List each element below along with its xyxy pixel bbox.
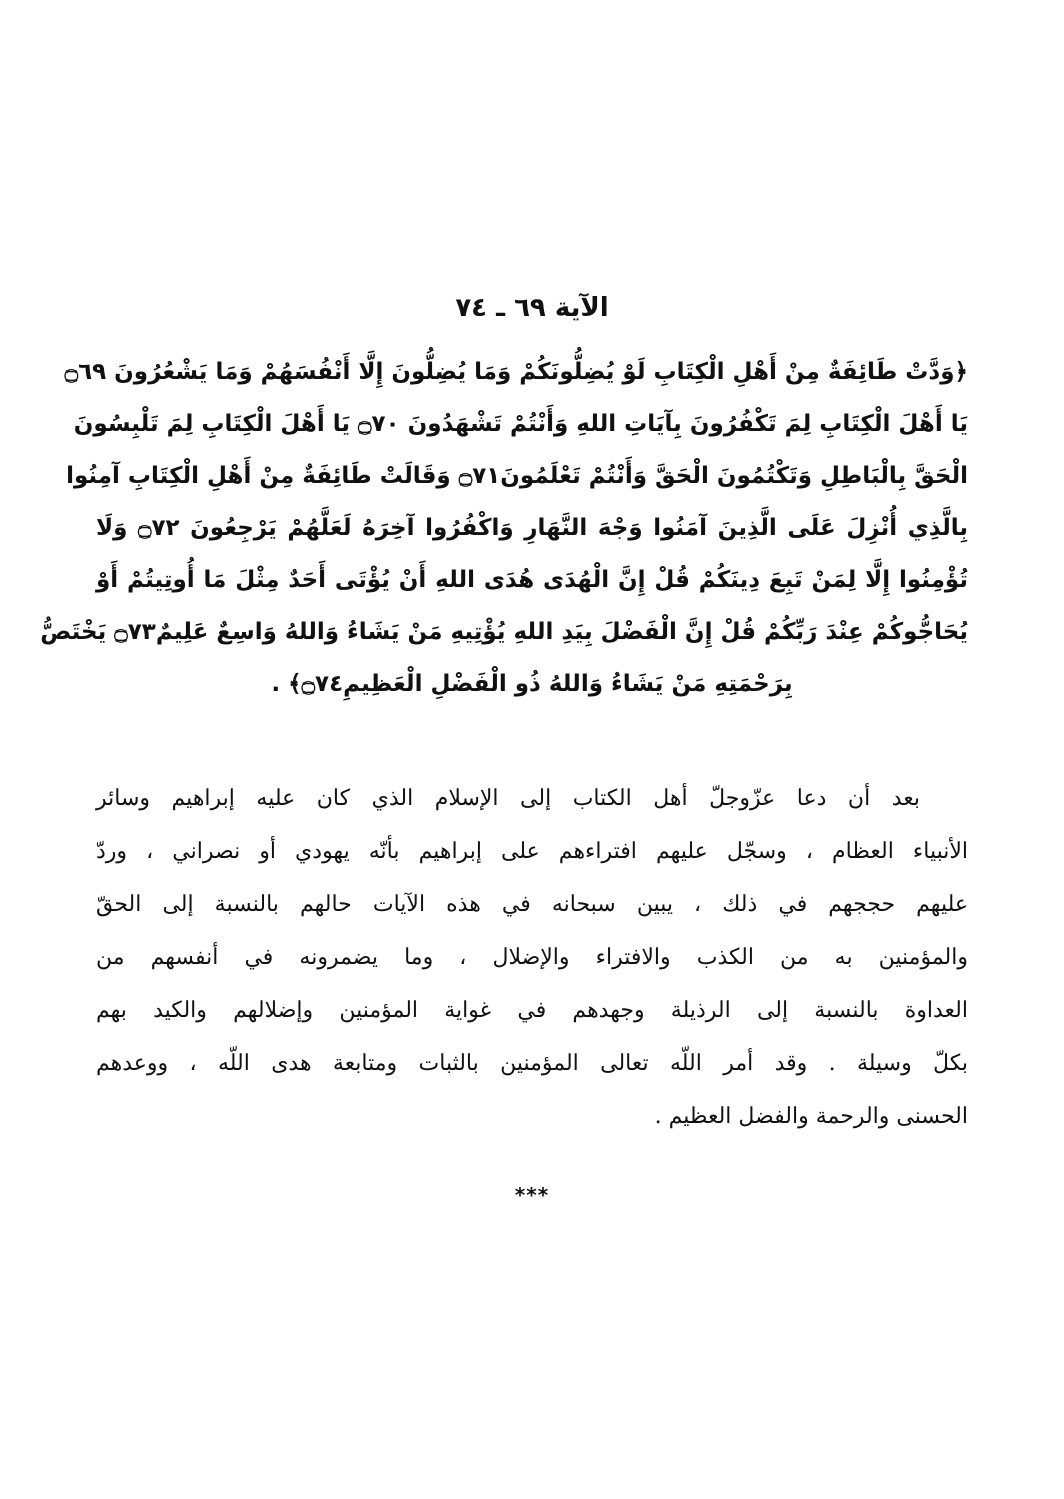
commentary-paragraph [96,772,968,1143]
verse-line: يُحَاجُّوكُمْ عِنْدَ رَبِّكُمْ قُلْ إِنَّ الْفَضْلَ بِيَدِ اللهِ يُؤْتِيهِ مَنْ يَشَاءُ وَاللهُ وَاسِعٌ عَلِيمٌ۝٧٣ يَخْتَصُّ [40,619,968,645]
quran-verse-block [40,346,968,710]
commentary-line: بعد أن دعا عزّوجلّ أهل الكتاب إلى الإسلام الذي كان عليه إبراهيم وسائر [96,786,920,811]
verse-line: بِالَّذِي أُنْزِلَ عَلَى الَّذِينَ آمَنُوا وَجْهَ النَّهَارِ وَاكْفُرُوا آخِرَهُ لَعَلَّهُمْ يَرْجِعُونَ ۝٧٢ وَلَا [96,515,968,541]
verse-line: يَا أَهْلَ الْكِتَابِ لِمَ تَكْفُرُونَ بِآيَاتِ اللهِ وَأَنْتُمْ تَشْهَدُونَ ۝٧٠ يَا أَهْلَ الْكِتَابِ لِمَ تَلْبِسُونَ [73,411,968,437]
commentary-line: بكلّ وسيلة . وقد أمر اللّه تعالى المؤمنين بالثبات ومتابعة هدى اللّه ، ووعدهم [96,1051,968,1076]
section-separator: *** [514,1183,550,1207]
commentary-line: والمؤمنين به من الكذب والافتراء والإضلال ، وما يضمرونه في أنفسهم من [96,945,968,970]
commentary-line: عليهم حججهم في ذلك ، يبين سبحانه في هذه الآيات حالهم بالنسبة إلى الحقّ [96,892,968,917]
section-heading: الآية ٦٩ ـ ٧٤ [455,293,609,323]
verse-line: الْحَقَّ بِالْبَاطِلِ وَتَكْتُمُونَ الْحَقَّ وَأَنْتُمْ تَعْلَمُونَ۝٧١ وَقَالَتْ طَائِفَةٌ مِنْ أَهْلِ الْكِتَابِ آمِنُوا [66,463,968,489]
verse-line: تُؤْمِنُوا إِلَّا لِمَنْ تَبِعَ دِينَكُمْ قُلْ إِنَّ الْهُدَى هُدَى اللهِ أَنْ يُؤْتَى أَحَدٌ مِثْلَ مَا أُوتِيتُمْ أَوْ [96,567,968,593]
commentary-line: العداوة بالنسبة إلى الرذيلة وجهدهم في غواية المؤمنين وإضلالهم والكيد بهم [96,998,968,1023]
verse-line: ﴿وَدَّتْ طَائِفَةٌ مِنْ أَهْلِ الْكِتَابِ لَوْ يُضِلُّونَكُمْ وَمَا يُضِلُّونَ إِلَّا أَنْفُسَهُمْ وَمَا يَشْعُرُونَ ۝٦٩ [64,359,968,385]
commentary-line: الأنبياء العظام ، وسجّل عليهم افتراءهم على إبراهيم بأنّه يهودي أو نصراني ، وردّ [96,839,968,864]
commentary-line: الحسنى والرحمة والفضل العظيم . [654,1104,968,1129]
verse-line: بِرَحْمَتِهِ مَنْ يَشَاءُ وَاللهُ ذُو الْفَضْلِ الْعَظِيمِ۝٧٤﴾ . [271,671,793,697]
